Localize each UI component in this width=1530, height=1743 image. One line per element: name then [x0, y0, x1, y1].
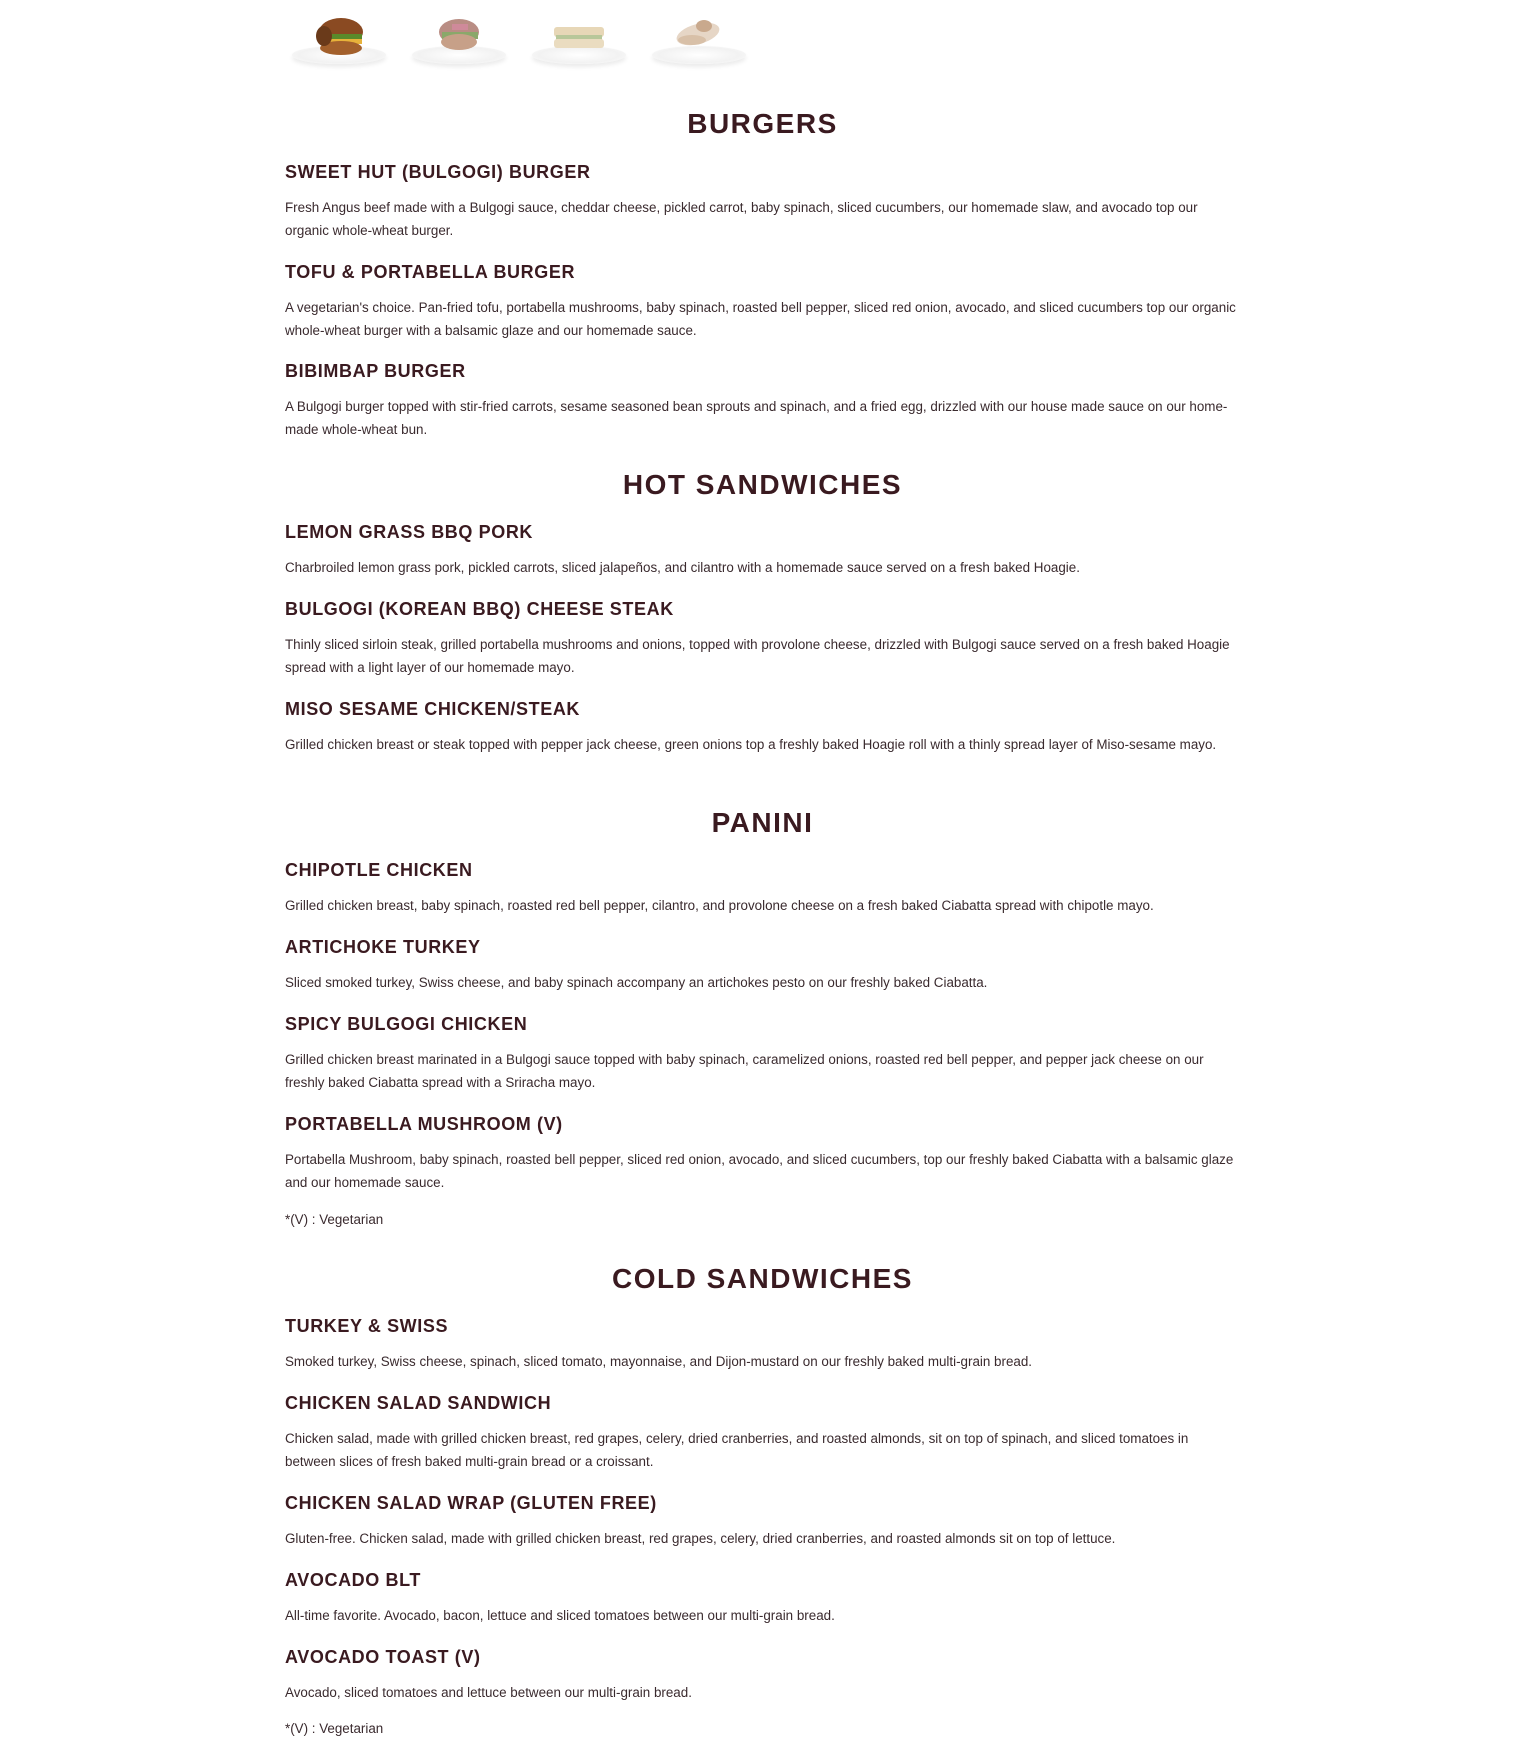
- item-description: Smoked turkey, Swiss cheese, spinach, sliced tomato, mayonnaise, and Dijon-mustard on our freshly baked multi-grain bread.: [285, 1354, 1033, 1369]
- item-description: Gluten-free. Chicken salad, made with grilled chicken breast, red grapes, celery, dried cranberries, and roasted almonds sit on top of lettuce.: [285, 1531, 1116, 1546]
- item-description: Charbroiled lemon grass pork, pickled carrots, sliced jalapeños, and cilantro with a homemade sauce served on a fresh baked Hoagie.: [285, 560, 1080, 575]
- menu-item: [285, 1012, 1240, 1036]
- item-description-block: [285, 196, 1240, 242]
- item-description: All-time favorite. Avocado, bacon, lettuce and sliced tomatoes between our multi-grain bread.: [285, 1608, 835, 1623]
- item-description: Thinly sliced sirloin steak, grilled portabella mushrooms and onions, topped with provolone cheese, drizzled with Bulgogi sauce served on a fresh baked Hoagie spread with a light layer of our homemade mayo.: [285, 637, 1230, 675]
- menu-item: [285, 1112, 1240, 1136]
- item-description-block: [285, 971, 1240, 994]
- section-panini: [285, 799, 1240, 847]
- item-name: CHIPOTLE CHICKEN: [285, 860, 473, 880]
- vegetarian-note-block: [285, 1717, 1240, 1740]
- item-description-block: [285, 633, 1240, 679]
- item-description: Portabella Mushroom, baby spinach, roasted bell pepper, sliced red onion, avocado, and sliced cucumbers, top our freshly baked Ciabatta with a balsamic glaze and our homemade sauce.: [285, 1152, 1234, 1190]
- menu-item: [285, 935, 1240, 959]
- section-title: PANINI: [711, 807, 814, 838]
- sandwich-photo-icon: [404, 2, 514, 68]
- item-name: CHICKEN SALAD WRAP (GLUTEN FREE): [285, 1493, 657, 1513]
- section-cold-sandwiches: [285, 1255, 1240, 1303]
- item-description-block: [285, 556, 1240, 579]
- section-title: COLD SANDWICHES: [612, 1263, 913, 1294]
- item-description-block: [285, 733, 1240, 756]
- item-description-block: [285, 1350, 1240, 1373]
- item-description: Avocado, sliced tomatoes and lettuce between our multi-grain bread.: [285, 1685, 692, 1700]
- item-description-block: [285, 1148, 1240, 1194]
- menu-item: [285, 520, 1240, 544]
- item-description: Grilled chicken breast, baby spinach, roasted red bell pepper, cilantro, and provolone cheese on a fresh baked Ciabatta spread with chipotle mayo.: [285, 898, 1154, 913]
- menu-item: [285, 160, 1240, 184]
- item-description-block: [285, 395, 1240, 441]
- item-name: SWEET HUT (BULGOGI) BURGER: [285, 162, 591, 182]
- section-title: HOT SANDWICHES: [622, 469, 903, 500]
- menu-item: [285, 1645, 1240, 1669]
- item-name: CHICKEN SALAD SANDWICH: [285, 1393, 552, 1413]
- item-name: AVOCADO TOAST (V): [285, 1647, 481, 1667]
- panini-photo-icon: [524, 2, 634, 68]
- item-description-block: [285, 1681, 1240, 1704]
- item-description-block: [285, 296, 1240, 342]
- menu-item: [285, 697, 1240, 721]
- item-description: Chicken salad, made with grilled chicken breast, red grapes, celery, dried cranberries, and roasted almonds, sit on top of spinach, and sliced tomatoes in between slices of fresh baked multi-grain bread or a croissant.: [285, 1431, 1189, 1469]
- item-description: Sliced smoked turkey, Swiss cheese, and baby spinach accompany an artichokes pesto on our freshly baked Ciabatta.: [285, 975, 988, 990]
- item-name: TOFU & PORTABELLA BURGER: [285, 262, 576, 282]
- item-description: A Bulgogi burger topped with stir-fried carrots, sesame seasoned bean sprouts and spinach, and a fried egg, drizzled with our house made sauce on our home-made whole-wheat bun.: [285, 399, 1228, 437]
- menu-thumbnail-strip: [284, 0, 764, 72]
- item-name: PORTABELLA MUSHROOM (V): [285, 1114, 563, 1134]
- item-description: A vegetarian's choice. Pan-fried tofu, portabella mushrooms, baby spinach, roasted bell pepper, sliced red onion, avocado, and sliced cucumbers top our organic whole-wheat burger with a balsamic glaze and our homemade sauce.: [285, 300, 1236, 338]
- item-description: Grilled chicken breast or steak topped with pepper jack cheese, green onions top a freshly baked Hoagie roll with a thinly spread layer of Miso-sesame mayo.: [285, 737, 1217, 752]
- burger-photo-icon: [284, 2, 394, 68]
- vegetarian-note-block: [285, 1208, 1240, 1231]
- item-name: BIBIMBAP BURGER: [285, 361, 466, 381]
- item-name: AVOCADO BLT: [285, 1570, 421, 1590]
- menu-item: [285, 597, 1240, 621]
- section-title: BURGERS: [687, 108, 838, 139]
- sandwich-thumbnail[interactable]: [404, 2, 514, 68]
- item-name: ARTICHOKE TURKEY: [285, 937, 481, 957]
- item-name: BULGOGI (KOREAN BBQ) CHEESE STEAK: [285, 599, 674, 619]
- wrap-photo-icon: [644, 2, 754, 68]
- item-description-block: [285, 1604, 1240, 1627]
- item-description-block: [285, 894, 1240, 917]
- section-burgers: [285, 100, 1240, 148]
- item-description-block: [285, 1048, 1240, 1094]
- burger-thumbnail[interactable]: [284, 2, 394, 68]
- panini-thumbnail[interactable]: [524, 2, 634, 68]
- item-name: LEMON GRASS BBQ PORK: [285, 522, 534, 542]
- menu-item: [285, 1491, 1240, 1515]
- menu-item: [285, 1568, 1240, 1592]
- section-hot-sandwiches: [285, 461, 1240, 509]
- menu-item: [285, 858, 1240, 882]
- menu-item: [285, 1391, 1240, 1415]
- item-description: Grilled chicken breast marinated in a Bulgogi sauce topped with baby spinach, caramelized onions, roasted red bell pepper, and pepper jack cheese on our freshly baked Ciabatta spread with a Sriracha mayo.: [285, 1052, 1204, 1090]
- item-name: SPICY BULGOGI CHICKEN: [285, 1014, 528, 1034]
- menu-item: [285, 1314, 1240, 1338]
- vegetarian-note: *(V) : Vegetarian: [285, 1721, 384, 1736]
- wrap-thumbnail[interactable]: [644, 2, 754, 68]
- item-name: MISO SESAME CHICKEN/STEAK: [285, 699, 581, 719]
- item-description-block: [285, 1527, 1240, 1550]
- menu-item: [285, 260, 1240, 284]
- vegetarian-note: *(V) : Vegetarian: [285, 1212, 384, 1227]
- item-name: TURKEY & SWISS: [285, 1316, 449, 1336]
- item-description: Fresh Angus beef made with a Bulgogi sauce, cheddar cheese, pickled carrot, baby spinach, sliced cucumbers, our homemade slaw, and avocado top our organic whole-wheat burger.: [285, 200, 1198, 238]
- menu-item: [285, 359, 1240, 383]
- item-description-block: [285, 1427, 1240, 1473]
